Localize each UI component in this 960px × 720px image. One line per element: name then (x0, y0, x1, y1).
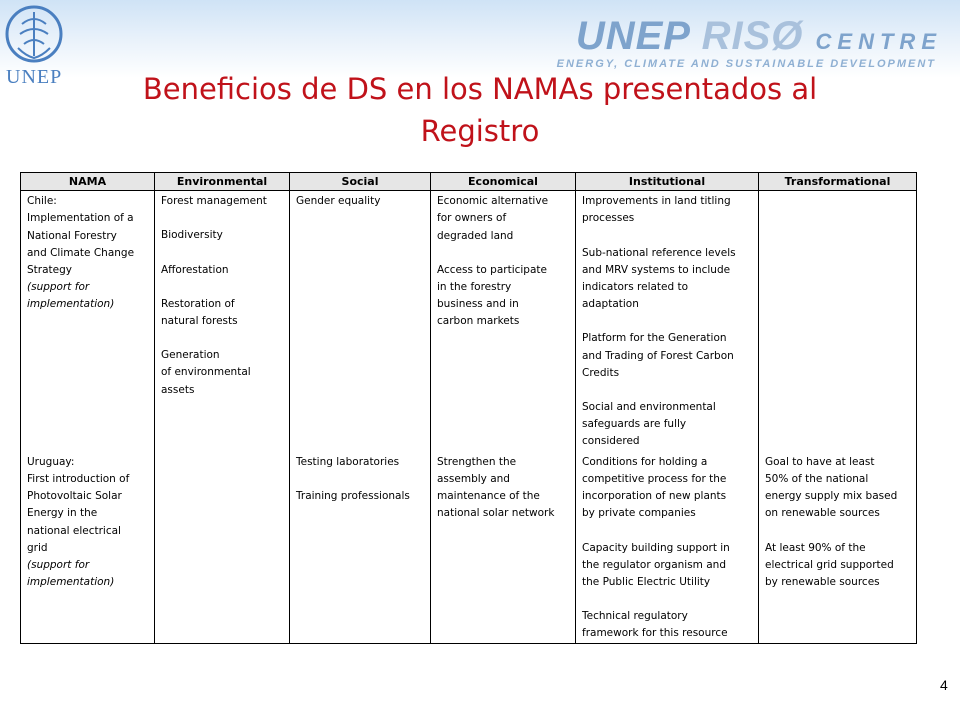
cell-environmental (155, 191, 290, 452)
brand-unep-text: UNEP (575, 14, 690, 58)
slide-title-line-2: Registro (420, 114, 540, 148)
env-item: Afforestation (161, 263, 229, 276)
header-environmental: Environmental (155, 173, 290, 191)
inst-item: Conditions for holding a competitive process for the incorporation of new plants by private companies (582, 455, 727, 520)
env-item: Biodiversity (161, 229, 223, 242)
table-row-uruguay (21, 452, 917, 643)
inst-item: Improvements in land titling processes (582, 195, 731, 225)
cell-economical (431, 452, 576, 643)
nama-name: Uruguay: First introduction of Photovoltaic Solar Energy in the national electrical grid (27, 455, 130, 554)
benefits-table (20, 172, 917, 644)
slide-title (70, 68, 890, 152)
trans-item: At least 90% of the electrical grid supported by renewable sources (765, 541, 894, 588)
social-item: Gender equality (296, 195, 381, 208)
cell-transformational (759, 191, 917, 452)
cell-environmental (155, 452, 290, 643)
brand-subtitle: ENERGY, CLIMATE AND SUSTAINABLE DEVELOPMENT (556, 58, 936, 70)
header-institutional: Institutional (576, 173, 759, 191)
cell-institutional (576, 452, 759, 643)
header-social: Social (290, 173, 431, 191)
cell-transformational (759, 452, 917, 643)
inst-item: Social and environmental safeguards are fully considered (582, 401, 716, 448)
unep-logo (4, 4, 68, 92)
trans-item: Goal to have at least 50% of the national energy supply mix based on renewable sources (765, 455, 898, 520)
env-item: Restoration of natural forests (161, 297, 238, 328)
unep-emblem-icon (4, 4, 64, 64)
brand-centre-text: CENTRE (815, 29, 942, 54)
econ-item: Access to participate in the forestry business and in carbon markets (437, 263, 547, 328)
cell-social (290, 452, 431, 643)
benefits-table-container (20, 172, 916, 638)
econ-item: Economic alternative for owners of degraded land (437, 195, 549, 242)
inst-item: Technical regulatory framework for this resource (582, 610, 728, 640)
env-item: Forest management (161, 195, 267, 208)
env-item: Generation of environmental assets (161, 349, 251, 396)
inst-item: Capacity building support in the regulator organism and the Public Electric Utility (582, 541, 730, 588)
header-economical: Economical (431, 173, 576, 191)
nama-note: (support for implementation) (27, 558, 115, 589)
table-row-chile (21, 191, 917, 452)
inst-item: Sub-national reference levels and MRV systems to include indicators related to adaptation (582, 246, 736, 311)
header-transformational: Transformational (759, 173, 917, 191)
econ-item: Strengthen the assembly and maintenance of the national solar network (437, 455, 555, 520)
nama-name: Chile: Implementation of a National Forestry and Climate Change Strategy (27, 195, 135, 277)
unep-logo-text: UNEP (6, 66, 63, 88)
cell-nama (21, 191, 155, 452)
unep-riso-centre-logo (552, 14, 942, 74)
brand-riso-text: RISØ (701, 14, 804, 58)
table-header-row (21, 173, 917, 191)
cell-nama (21, 452, 155, 643)
inst-item: Platform for the Generation and Trading of Forest Carbon Credits (582, 332, 734, 379)
slide-title-line-1: Beneficios de DS en los NAMAs presentados al (142, 72, 818, 106)
nama-note: (support for implementation) (27, 281, 115, 311)
cell-institutional (576, 191, 759, 452)
social-item: Training professionals (296, 489, 410, 502)
cell-social (290, 191, 431, 452)
header-nama: NAMA (21, 173, 155, 191)
page-number: 4 (940, 677, 948, 693)
cell-economical (431, 191, 576, 452)
social-item: Testing laboratories (296, 455, 400, 468)
